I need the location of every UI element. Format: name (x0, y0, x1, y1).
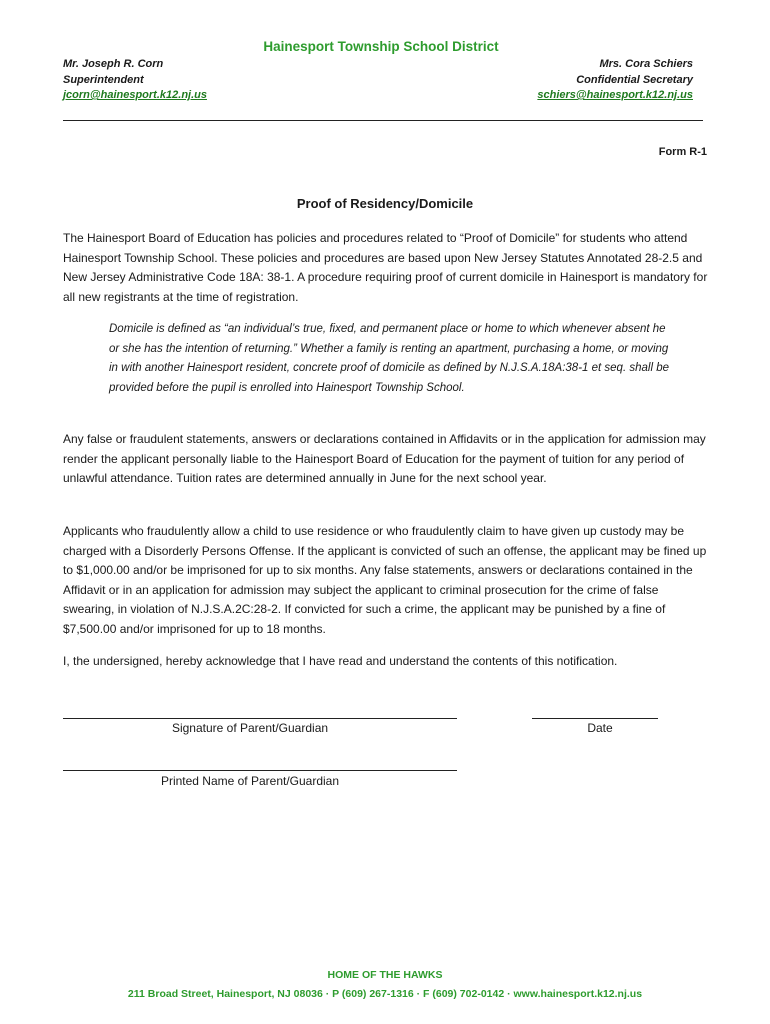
superintendent-email-link[interactable]: jcorn@hainesport.k12.nj.us (63, 89, 207, 101)
header-divider (63, 120, 703, 121)
document-title: Proof of Residency/Domicile (296, 196, 474, 211)
footer-motto: HOME OF THE HAWKS (327, 969, 443, 981)
secretary-contact (537, 57, 693, 104)
signature-line[interactable] (63, 718, 457, 719)
secretary-title: Confidential Secretary (576, 73, 693, 86)
date-line[interactable] (532, 718, 658, 719)
district-name: Hainesport Township School District (263, 39, 499, 54)
signature-label: Signature of Parent/Guardian (171, 721, 329, 735)
footer-address: 211 Broad Street, Hainesport, NJ 08036 · P (609) 267-1316 · F (609) 702-0142 · www.hainesport.k12.nj.us (127, 988, 643, 1000)
printed-name-label: Printed Name of Parent/Guardian (160, 774, 340, 788)
domicile-definition: Domicile is defined as “an individual’s true, fixed, and permanent place or home to which whenever absent he or she has the intention of returning.” Whether a family is renting an apartment, purchasing a home, or moving in with another Hainesport resident, concrete proof of domicile as defined by N.J.S.A.18A:38-1 et seq. shall be provided before the pupil is enrolled into Hainesport Township School. (109, 323, 669, 394)
penalties-paragraph: Applicants who fraudulently allow a child to use residence or who fraudulently claim to have given up custody may be charged with a Disorderly Persons Offense. If the applicant is convicted of such an offense, the applicant may be fined up to $1,000.00 and/or be imprisoned for up to six months. Any false statements, answers or declarations contained in the Affidavit or in an application for admission may subject the applicant to criminal prosecution for the crime of false swearing, in violation of N.J.S.A.2C:28-2. If convicted for such a crime, the applicant may be punished by a fine of $7,500.00 and/or imprisoned for up to 18 months. (63, 524, 707, 636)
printed-name-line[interactable] (63, 770, 457, 771)
false-statements-paragraph: Any false or fraudulent statements, answers or declarations contained in Affidavits or in the application for admission may render the applicant personally liable to the Hainesport Board of Education for the payment of tuition for any period of unlawful attendance. Tuition rates are determined annually in June for the next school year. (63, 432, 706, 485)
superintendent-title: Superintendent (63, 73, 144, 86)
secretary-email-link[interactable]: schiers@hainesport.k12.nj.us (537, 89, 693, 101)
form-number: Form R-1 (658, 146, 707, 158)
intro-paragraph: The Hainesport Board of Education has policies and procedures related to “Proof of Domicile” for students who attend Hainesport Township School. These policies and procedures are based upon New Jersey Statutes Annotated 28-2.5 and New Jersey Administrative Code 18A: 38-1. A procedure requiring proof of current domicile in Hainesport is mandatory for all new registrants at the time of registration. (63, 231, 708, 304)
acknowledgement-paragraph: I, the undersigned, hereby acknowledge that I have read and understand the contents of this notification. (63, 654, 618, 668)
secretary-name: Mrs. Cora Schiers (599, 58, 693, 70)
date-label: Date (587, 721, 613, 735)
superintendent-name: Mr. Joseph R. Corn (63, 58, 164, 70)
superintendent-contact (63, 57, 207, 104)
